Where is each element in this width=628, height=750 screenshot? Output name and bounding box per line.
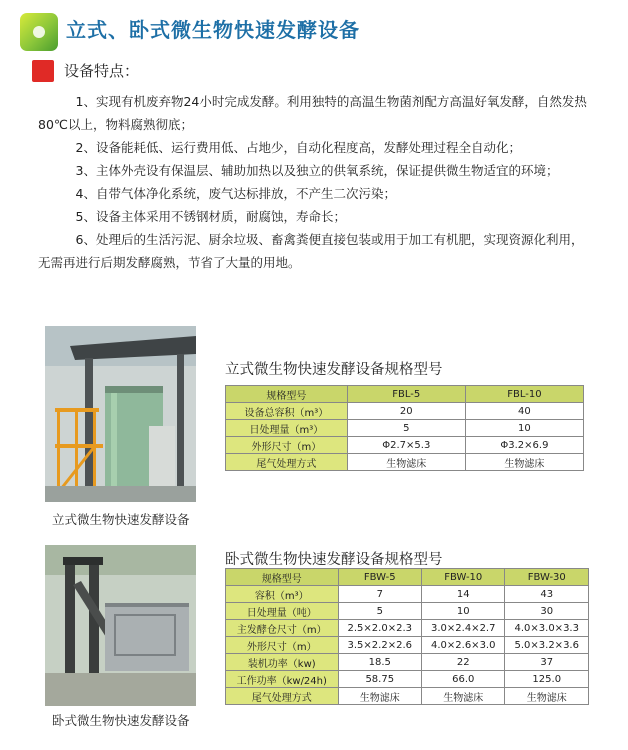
table-row (226, 603, 589, 620)
table-cell: 37 (505, 654, 589, 671)
table-cell: 4.0×3.0×3.3 (505, 620, 589, 637)
table-row (226, 586, 589, 603)
table-header-row (226, 386, 584, 403)
table-cell: 生物滤床 (465, 454, 583, 471)
horizontal-spec-title: 卧式微生物快速发酵设备规格型号 (225, 552, 443, 568)
section-marker-icon (32, 60, 54, 82)
table-cell: 125.0 (505, 671, 589, 688)
table-cell: 生物滤床 (347, 454, 465, 471)
table-cell: 装机功率（kw) (226, 654, 339, 671)
table-row (226, 620, 589, 637)
feature-item: 3、主体外壳设有保温层、辅助加热以及独立的供氧系统，保证提供微生物适宜的环境； (75, 163, 559, 178)
feature-item: 5、设备主体采用不锈钢材质，耐腐蚀，寿命长； (75, 209, 346, 224)
table-cell: 30 (505, 603, 589, 620)
table-header-row (226, 569, 589, 586)
features-heading: 设备特点： (64, 62, 140, 80)
table-cell: Φ2.7×5.3 (347, 437, 465, 454)
table-cell: 40 (465, 403, 583, 420)
table-cell: 18.5 (338, 654, 421, 671)
table-cell: 外形尺寸（m） (226, 637, 339, 654)
table-cell: 22 (422, 654, 505, 671)
table-cell: 66.0 (422, 671, 505, 688)
table-cell: 生物滤床 (505, 688, 589, 705)
table-cell: 7 (338, 586, 421, 603)
table-row (226, 420, 584, 437)
table-header-cell: FBL-10 (465, 386, 583, 403)
table-cell: 5 (338, 603, 421, 620)
table-cell: 14 (422, 586, 505, 603)
table-cell: 10 (422, 603, 505, 620)
vertical-spec-title: 立式微生物快速发酵设备规格型号 (225, 362, 443, 378)
table-cell: 20 (347, 403, 465, 420)
table-row (226, 637, 589, 654)
vertical-equipment-photo (45, 326, 196, 502)
vertical-spec-table (225, 385, 584, 471)
table-cell: 10 (465, 420, 583, 437)
table-cell: 2.5×2.0×2.3 (338, 620, 421, 637)
horizontal-spec-table (225, 568, 589, 705)
table-header-cell: 规格型号 (226, 386, 348, 403)
table-row (226, 454, 584, 471)
table-cell: 生物滤床 (422, 688, 505, 705)
table-cell: 日处理量（吨） (226, 603, 339, 620)
table-cell: 尾气处理方式 (226, 454, 348, 471)
vertical-equipment-caption: 立式微生物快速发酵设备 (52, 512, 190, 527)
table-cell: 3.5×2.2×2.6 (338, 637, 421, 654)
feature-item: 4、自带气体净化系统，废气达标排放，不产生二次污染； (75, 186, 396, 201)
table-cell: 日处理量（m³） (226, 420, 348, 437)
table-header-cell: FBW-5 (338, 569, 421, 586)
table-cell: 5.0×3.2×3.6 (505, 637, 589, 654)
features-list (38, 90, 590, 274)
brand-logo (20, 13, 58, 51)
table-row (226, 688, 589, 705)
table-cell: 工作功率（kw/24h) (226, 671, 339, 688)
table-cell: 设备总容积（m³） (226, 403, 348, 420)
table-header-cell: FBL-5 (347, 386, 465, 403)
feature-item: 2、设备能耗低、运行费用低、占地少，自动化程度高，发酵处理过程全自动化； (75, 140, 521, 155)
feature-item: 1、实现有机废弃物24小时完成发酵。利用独特的高温生物菌剂配方高温好氧发酵，自然发热80℃以上，物料腐熟彻底； (38, 94, 587, 132)
table-cell: 43 (505, 586, 589, 603)
table-cell: 生物滤床 (338, 688, 421, 705)
table-cell: 58.75 (338, 671, 421, 688)
table-row (226, 654, 589, 671)
table-header-cell: FBW-30 (505, 569, 589, 586)
table-cell: 容积（m³） (226, 586, 339, 603)
table-header-cell: FBW-10 (422, 569, 505, 586)
feature-item: 6、处理后的生活污泥、厨余垃圾、畜禽粪便直接包装或用于加工有机肥，实现资源化利用，无需再进行后期发酵腐熟，节省了大量的用地。 (38, 232, 584, 270)
horizontal-equipment-photo (45, 545, 196, 706)
table-cell: 5 (347, 420, 465, 437)
table-cell: 尾气处理方式 (226, 688, 339, 705)
table-cell: 外形尺寸（m） (226, 437, 348, 454)
table-header-cell: 规格型号 (226, 569, 339, 586)
table-row (226, 403, 584, 420)
table-cell: 3.0×2.4×2.7 (422, 620, 505, 637)
table-row (226, 671, 589, 688)
table-row (226, 437, 584, 454)
horizontal-equipment-caption: 卧式微生物快速发酵设备 (52, 713, 190, 728)
table-cell: 主发酵仓尺寸（m） (226, 620, 339, 637)
table-cell: 4.0×2.6×3.0 (422, 637, 505, 654)
page-title: 立式、卧式微生物快速发酵设备 (66, 18, 360, 42)
table-cell: Φ3.2×6.9 (465, 437, 583, 454)
